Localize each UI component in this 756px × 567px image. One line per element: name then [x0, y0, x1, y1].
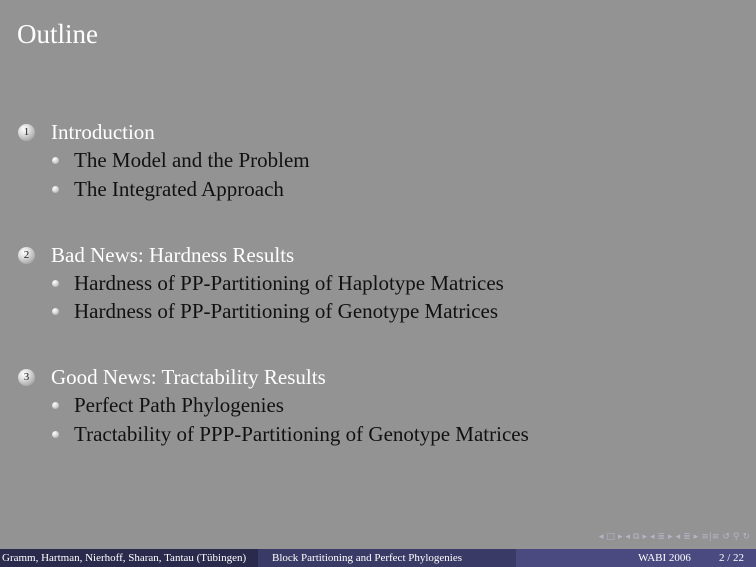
bullet-icon — [52, 431, 59, 438]
footer-info — [516, 549, 756, 567]
footer-authors: Gramm, Hartman, Nierhoff, Sharan, Tantau (Tübingen) — [0, 549, 258, 567]
subsection-label: The Integrated Approach — [74, 176, 284, 201]
outline-subsection-3-1[interactable] — [52, 392, 284, 418]
outline-subsection-3-2[interactable] — [52, 421, 529, 447]
section-label: Good News: Tractability Results — [51, 364, 326, 389]
section-number-badge: 3 — [18, 369, 35, 386]
bullet-icon — [52, 308, 59, 315]
prev-document-icon[interactable]: ◂ — [675, 532, 681, 542]
footer-conference: WABI 2006 — [638, 552, 691, 564]
outline-subsection-1-1[interactable] — [52, 147, 310, 173]
prev-section-icon[interactable]: ◂ — [649, 532, 655, 542]
align-icon[interactable]: ≡|≡ — [701, 532, 720, 542]
outline-section-3[interactable] — [18, 365, 326, 389]
outline-section-2[interactable] — [18, 243, 294, 267]
document-icon[interactable]: ≣ — [683, 532, 691, 542]
bullet-icon — [52, 157, 59, 164]
subsection-label: Hardness of PP-Partitioning of Genotype Matrices — [74, 298, 499, 323]
prev-subsection-icon[interactable]: ◂ — [625, 532, 630, 542]
subsection-label: The Model and the Problem — [74, 147, 310, 172]
footer-page-number: 2 / 22 — [718, 552, 744, 564]
section-label: Introduction — [51, 119, 155, 144]
outline-subsection-2-1[interactable] — [52, 270, 504, 296]
bullet-icon — [52, 402, 59, 409]
slide-title: Outline — [17, 19, 98, 49]
section-label: Bad News: Hardness Results — [51, 242, 295, 267]
section-number-badge: 2 — [18, 247, 35, 264]
footer — [0, 549, 756, 567]
bullet-icon — [52, 280, 59, 287]
prev-frame-icon[interactable]: ◂ — [598, 532, 604, 542]
subsection-label: Hardness of PP-Partitioning of Haplotype Matrices — [74, 270, 504, 295]
section-number-badge: 1 — [18, 124, 35, 141]
section-icon[interactable]: ≣ — [657, 532, 666, 542]
loop-icon[interactable]: ↺ — [722, 532, 730, 542]
subsection-label: Tractability of PPP-Partitioning of Genotype Matrices — [74, 421, 529, 446]
next-frame-icon[interactable]: ▸ — [617, 532, 623, 542]
outline-subsection-2-2[interactable] — [52, 298, 498, 324]
footer-talk-title: Block Partitioning and Perfect Phylogenies — [258, 549, 516, 567]
subsection-label: Perfect Path Phylogenies — [74, 392, 284, 417]
next-subsection-icon[interactable]: ▸ — [642, 532, 647, 542]
subsection-icon[interactable]: ⧉ — [633, 532, 640, 542]
bullet-icon — [52, 186, 59, 193]
next-section-icon[interactable]: ▸ — [668, 532, 673, 542]
refresh-icon[interactable]: ↻ — [742, 532, 750, 542]
frame-icon[interactable]: □ — [606, 532, 615, 542]
zoom-icon[interactable]: ⚲ — [732, 532, 740, 542]
navigation-bar — [599, 530, 750, 544]
outline-section-1[interactable] — [18, 120, 155, 144]
outline-subsection-1-2[interactable] — [52, 176, 284, 202]
next-document-icon[interactable]: ▸ — [693, 532, 699, 542]
